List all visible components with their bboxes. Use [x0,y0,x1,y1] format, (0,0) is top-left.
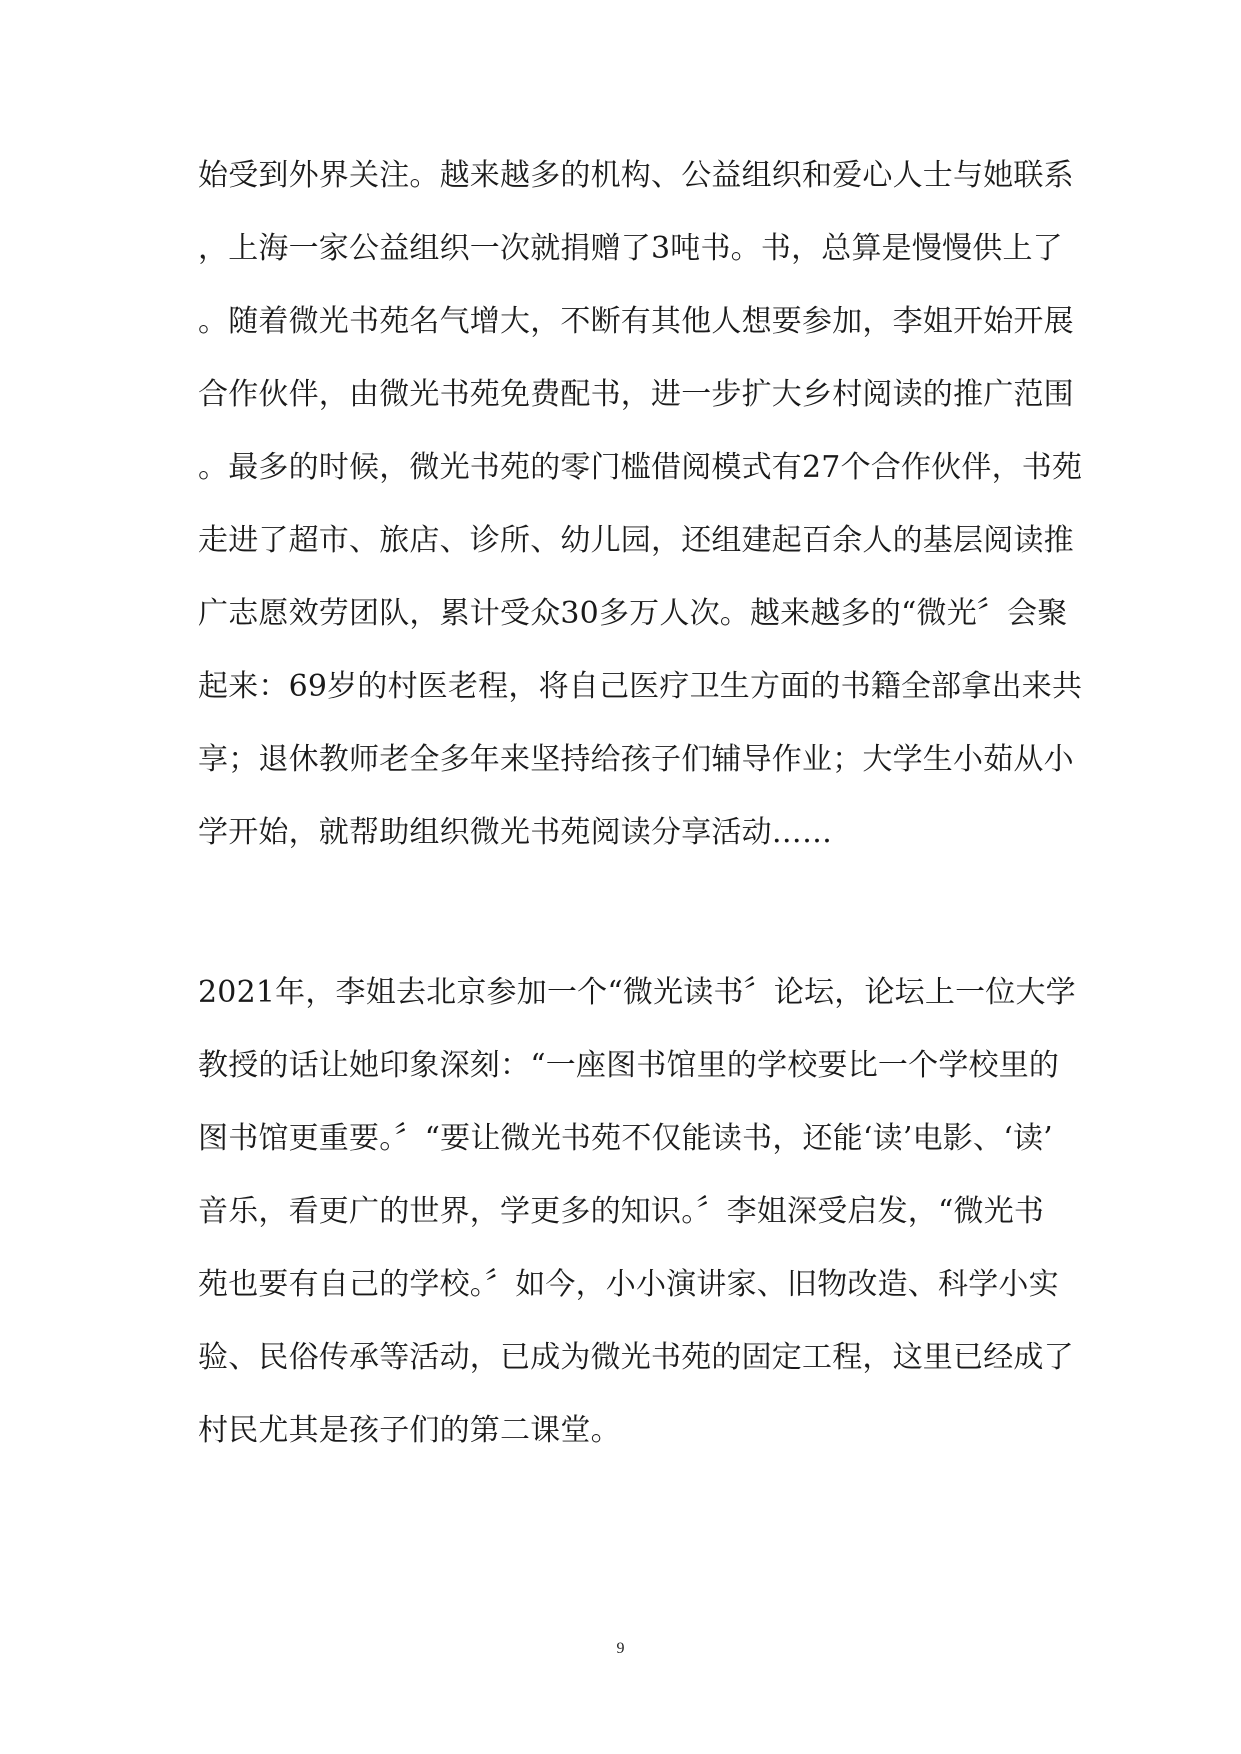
paragraph-line: ，上海一家公益组织一次就捐赠了3吨书。书，总算是慢慢供上了 [198,231,1063,266]
paragraph-1 [198,139,1083,869]
paragraph-line: 验、民俗传承等活动，已成为微光书苑的固定工程，这里已经成了 [198,1340,1074,1375]
paragraph-line: 苑也要有自己的学校。〞如今，小小演讲家、旧物改造、科学小实 [198,1267,1059,1302]
page-number: 9 [616,1640,625,1657]
paragraph-line: 走进了超市、旅店、诊所、幼儿园，还组建起百余人的基层阅读推 [198,523,1074,558]
paragraph-line: 教授的话让她印象深刻：“一座图书馆里的学校要比一个学校里的 [198,1048,1060,1083]
paragraph-line: 合作伙伴，由微光书苑免费配书，进一步扩大乡村阅读的推广范围 [198,377,1074,412]
paragraph-line: 广志愿效劳团队，累计受众30多万人次。越来越多的“微光〞会聚 [198,596,1068,631]
paragraph-line: 。最多的时候，微光书苑的零门槛借阅模式有27个合作伙伴，书苑 [198,450,1083,485]
paragraph-line: 起来：69岁的村医老程，将自己医疗卫生方面的书籍全部拿出来共 [198,669,1083,704]
paragraph-line: 始受到外界关注。越来越多的机构、公益组织和爱心人士与她联系 [198,158,1074,193]
paragraph-line: 学开始，就帮助组织微光书苑阅读分享活动…… [198,815,833,850]
paragraph-line: 图书馆更重要。〞“要让微光书苑不仅能读书，还能‘读’电影、‘读’ [198,1121,1053,1156]
paragraph-line: 享；退休教师老全多年来坚持给孩子们辅导作业；大学生小茹从小 [198,742,1074,777]
paragraph-line: 音乐，看更广的世界，学更多的知识。〞李姐深受启发，“微光书 [198,1194,1045,1229]
paragraph-line: 。随着微光书苑名气增大，不断有其他人想要参加，李姐开始开展 [198,304,1074,339]
paragraph-line: 村民尤其是孩子们的第二课堂。 [198,1413,621,1448]
paragraph-2 [198,956,1076,1467]
paragraph-line: 2021年，李姐去北京参加一个“微光读书〞论坛，论坛上一位大学 [198,975,1076,1010]
